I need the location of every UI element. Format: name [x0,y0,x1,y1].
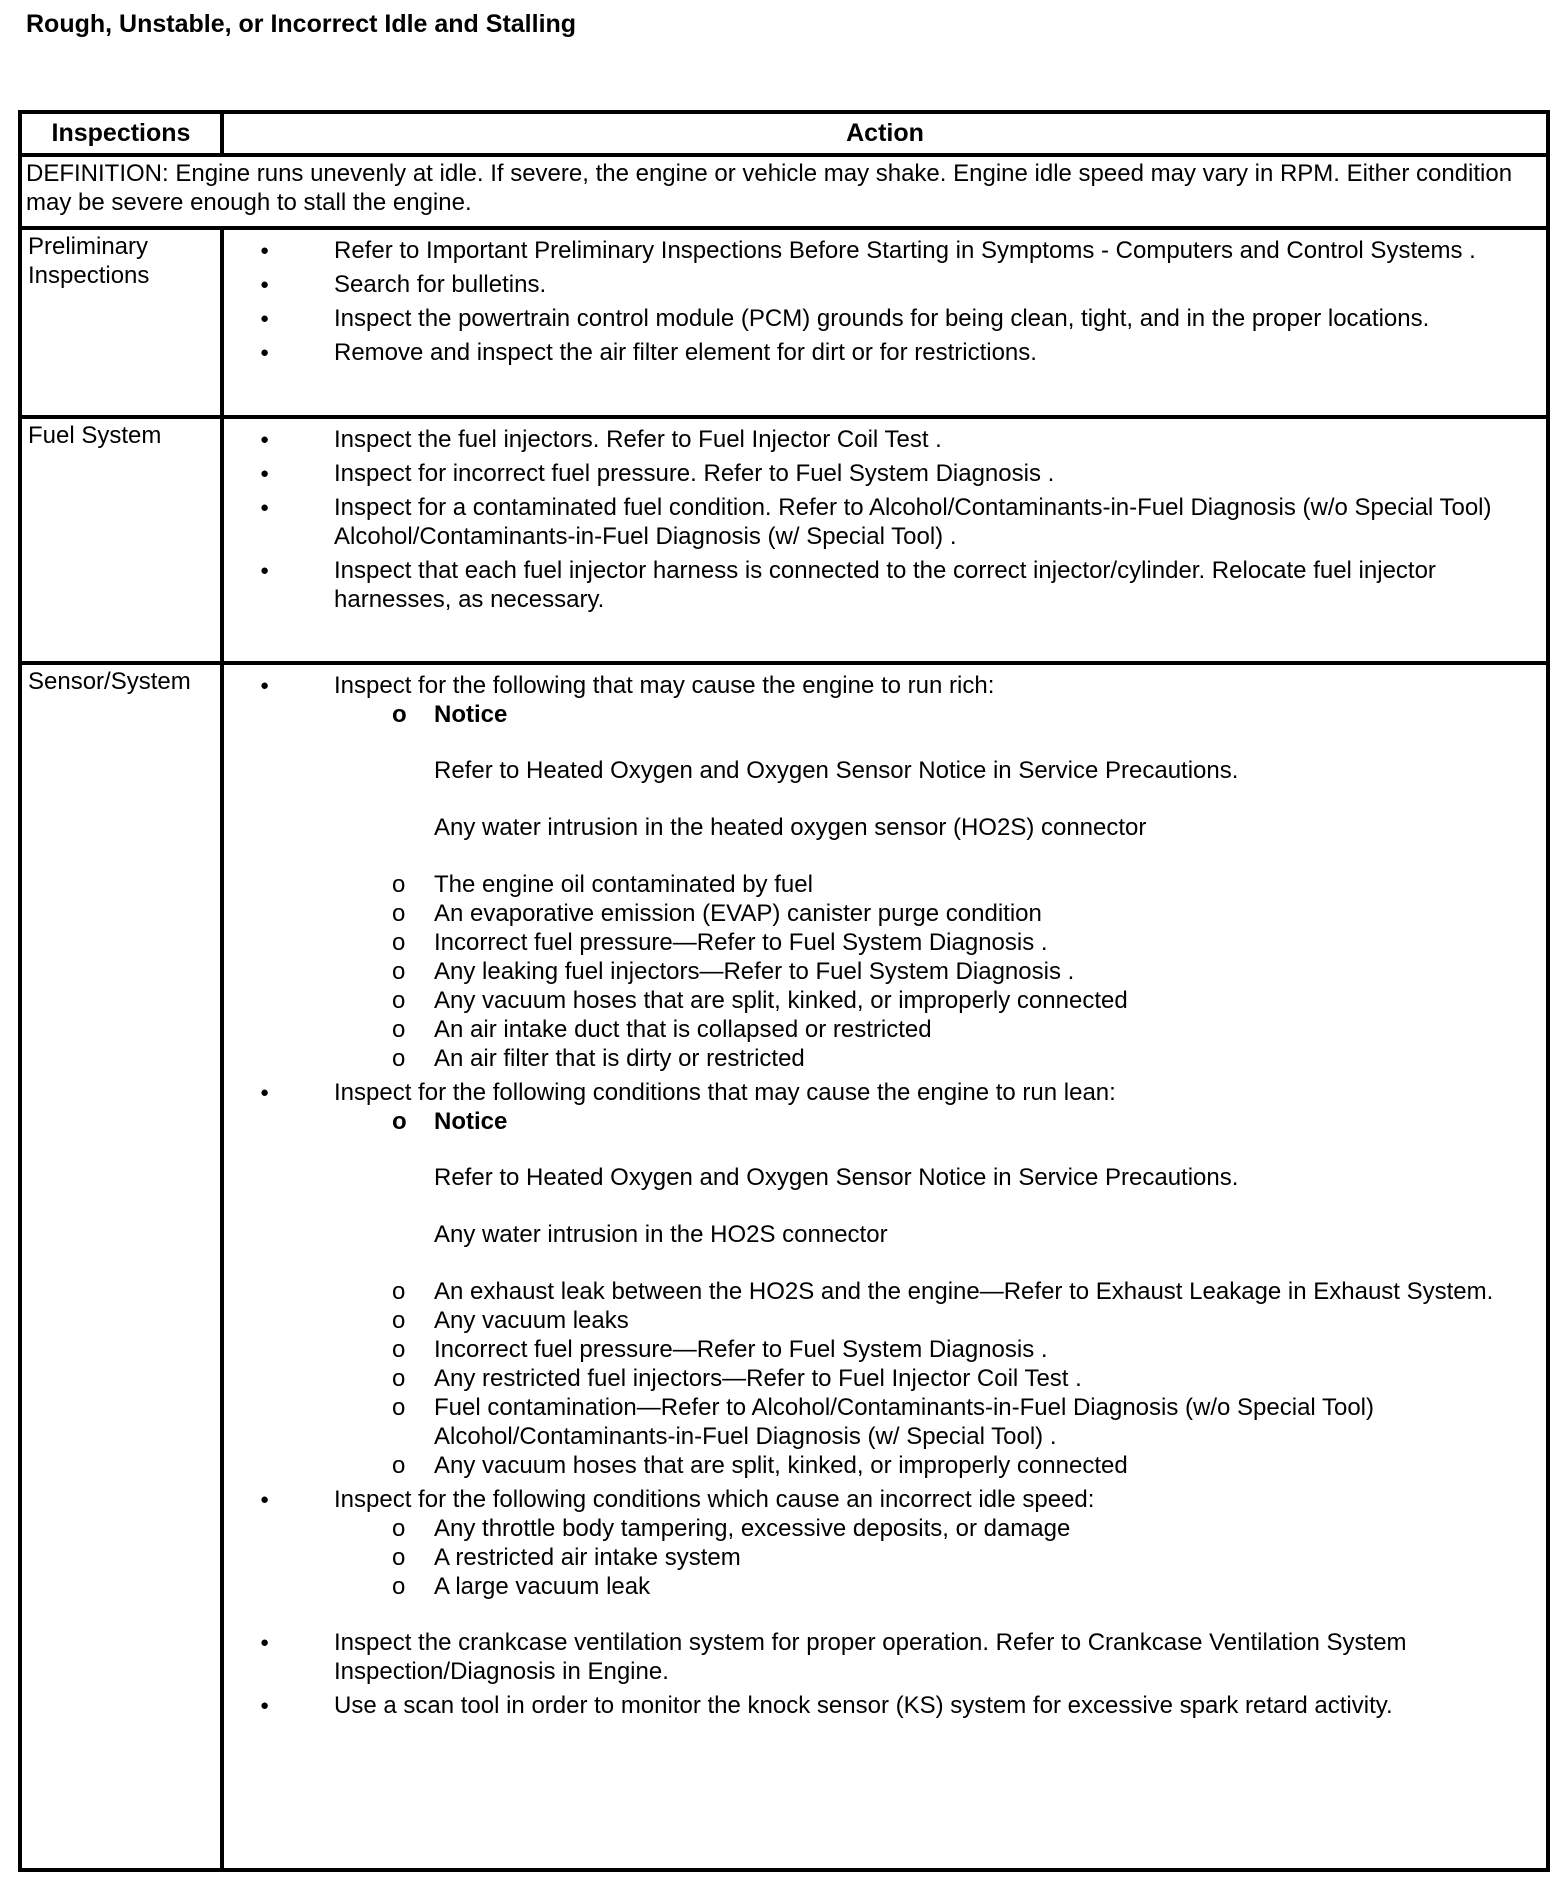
lean-intro: Inspect for the following conditions that may cause the engine to run lean: [334,1079,1116,1106]
list-item: ● Inspect the crankcase ventilation system for proper operation. Refer to Crankcase Ventilation System Inspection/Diagnosis in Engine. [232,1628,1538,1686]
inspection-label: Fuel System [22,419,224,661]
action-cell [224,230,1546,415]
inspections-header: Inspections [22,114,224,153]
definition-text: DEFINITION: Engine runs unevenly at idle. If severe, the engine or vehicle may shake. Engine idle speed may vary in RPM. Either condition may be severe enough to stall the engine. [26,160,1513,216]
list-item: ● Inspect the fuel injectors. Refer to Fuel Injector Coil Test . [232,425,1538,454]
list-item: o An evaporative emission (EVAP) canister purge condition [334,899,1538,928]
inspection-label: Sensor/System [22,665,224,1868]
notice-text: Any water intrusion in the heated oxygen sensor (HO2S) connector [434,814,1147,841]
list-item: o Incorrect fuel pressure—Refer to Fuel System Diagnosis . [334,928,1538,957]
list-item: ● Inspect for a contaminated fuel condition. Refer to Alcohol/Contaminants-in-Fuel Diagnosis (w/o Special Tool) Alcohol/Contaminants-in-Fuel Diagnosis (w/ Special Tool) . [232,493,1538,551]
notice-item [334,1107,1538,1249]
list-item: ● Refer to Important Preliminary Inspections Before Starting in Symptoms - Computers and Control Systems . [232,236,1538,265]
list-item: ● Inspect the powertrain control module (PCM) grounds for being clean, tight, and in the proper locations. [232,304,1538,333]
table-row [22,226,1546,415]
diagnosis-table [18,110,1550,1872]
list-item: o Any leaking fuel injectors—Refer to Fuel System Diagnosis . [334,957,1538,986]
list-item: o An air intake duct that is collapsed or restricted [334,1015,1538,1044]
notice-title: o Notice [434,701,508,728]
list-item: o The engine oil contaminated by fuel [334,870,1538,899]
list-item: o Fuel contamination—Refer to Alcohol/Contaminants-in-Fuel Diagnosis (w/o Special Tool) Alcohol/Contaminants-in-Fuel Diagnosis (w/ Special Tool) . [334,1393,1538,1451]
list-item: ● Inspect that each fuel injector harness is connected to the correct injector/cylinder. Relocate fuel injector harnesses, as necessary. [232,556,1538,614]
action-cell [224,419,1546,661]
notice-title: o Notice [434,1108,508,1135]
list-item: o Any vacuum leaks [334,1306,1538,1335]
list-item [232,1078,1538,1480]
table-header-row [22,114,1546,153]
list-item: o Any vacuum hoses that are split, kinked, or improperly connected [334,1451,1538,1480]
notice-text: Any water intrusion in the HO2S connector [434,1221,888,1248]
notice-item [334,700,1538,842]
list-item: o A large vacuum leak [334,1572,1538,1601]
list-item: o An exhaust leak between the HO2S and the engine—Refer to Exhaust Leakage in Exhaust System. [334,1277,1538,1306]
list-item [232,671,1538,1073]
list-item: o Incorrect fuel pressure—Refer to Fuel System Diagnosis . [334,1335,1538,1364]
list-item: o An air filter that is dirty or restricted [334,1044,1538,1073]
inspection-label: Preliminary Inspections [22,230,224,415]
list-item [232,1485,1538,1601]
notice-text: Refer to Heated Oxygen and Oxygen Sensor Notice in Service Precautions. [434,757,1239,784]
rich-intro: Inspect for the following that may cause the engine to run rich: [334,672,995,699]
page-title: Rough, Unstable, or Incorrect Idle and Stalling [26,10,577,38]
list-item: ● Inspect for incorrect fuel pressure. Refer to Fuel System Diagnosis . [232,459,1538,488]
notice-text: Refer to Heated Oxygen and Oxygen Sensor Notice in Service Precautions. [434,1164,1239,1191]
idle-intro: Inspect for the following conditions which cause an incorrect idle speed: [334,1486,1095,1513]
list-item: ● Search for bulletins. [232,270,1538,299]
list-item: o A restricted air intake system [334,1543,1538,1572]
definition-row [22,153,1546,226]
table-row [22,661,1546,1868]
list-item: ● Remove and inspect the air filter element for dirt or for restrictions. [232,338,1538,367]
list-item: o Any vacuum hoses that are split, kinked, or improperly connected [334,986,1538,1015]
list-item: ● Use a scan tool in order to monitor the knock sensor (KS) system for excessive spark retard activity. [232,1691,1538,1720]
action-cell [224,665,1546,1868]
list-item: o Any restricted fuel injectors—Refer to Fuel Injector Coil Test . [334,1364,1538,1393]
list-item: o Any throttle body tampering, excessive deposits, or damage [334,1514,1538,1543]
table-row [22,415,1546,661]
action-header: Action [846,119,924,147]
